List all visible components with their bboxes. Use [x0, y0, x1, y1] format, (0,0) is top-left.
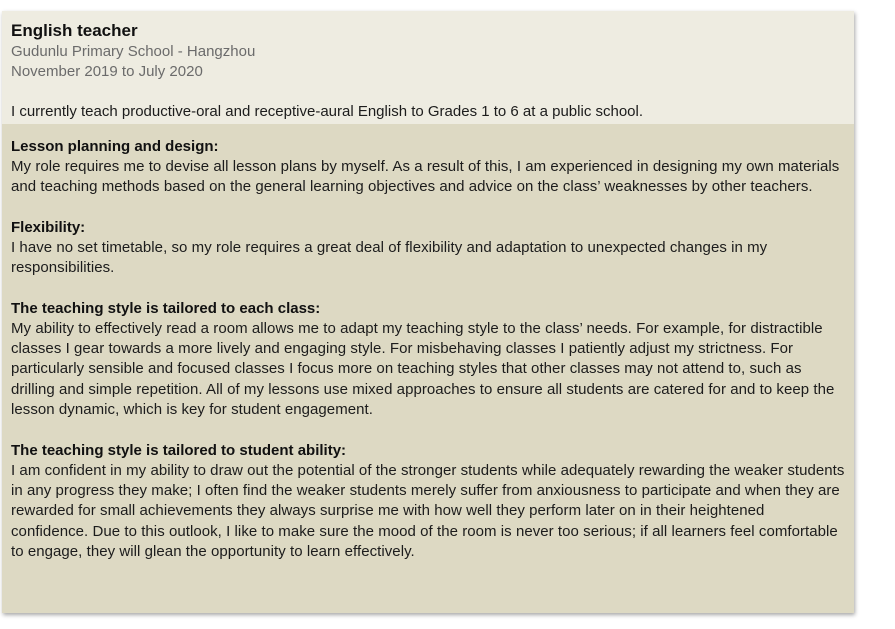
experience-header	[2, 11, 854, 124]
section-heading: The teaching style is tailored to each class:	[11, 299, 321, 317]
section-teaching-style-class	[11, 299, 845, 421]
section-heading: Lesson planning and design:	[11, 138, 219, 155]
job-summary: I currently teach productive-oral and receptive-aural English to Grades 1 to 6 at a public school.	[11, 103, 644, 120]
section-text: I have no set timetable, so my role requires a great deal of flexibility and adaptation to unexpected changes in my responsibilities.	[11, 238, 768, 277]
section-heading: Flexibility:	[11, 218, 86, 236]
experience-details	[2, 124, 854, 563]
job-title: English teacher	[11, 21, 138, 40]
section-text: I am confident in my ability to draw out the potential of the stronger students while adequately rewarding the weaker students in any progress they make; I often find the weaker students merely suffer from anxiousness to participate and when they are rewarded for small achievements they always surprise me with how well they perform later on in their heightened confidence. Due to this outlook, I like to make sure the mood of the room is never too serious; if all learners feel comfortable to engage, they will glean the opportunity to learn effectively.	[11, 461, 845, 561]
section-text: My ability to effectively read a room allows me to adapt my teaching style to the class’ needs. For example, for distractible classes I gear towards a more lively and engaging style. For misbehaving classes I patiently adjust my strictness. For particularly sensible and focused classes I focus more on teaching styles that other classes may not attend to, such as drilling and simple repetition. All of my lessons use mixed approaches to ensure all students are catered for and to keep the lesson dynamic, which is key for student engagement.	[11, 319, 835, 419]
section-teaching-style-ability	[11, 441, 845, 563]
employment-dates: November 2019 to July 2020	[11, 63, 203, 80]
section-text: My role requires me to devise all lesson plans by myself. As a result of this, I am experienced in designing my own materials and teaching methods based on the general learning objectives and advice on the class’ weaknesses by other teachers.	[11, 158, 840, 196]
section-flexibility	[11, 218, 845, 279]
section-lesson-planning	[11, 137, 845, 198]
section-heading: The teaching style is tailored to student ability:	[11, 441, 347, 459]
experience-card	[2, 11, 854, 613]
organization: Gudunlu Primary School - Hangzhou	[11, 43, 256, 60]
